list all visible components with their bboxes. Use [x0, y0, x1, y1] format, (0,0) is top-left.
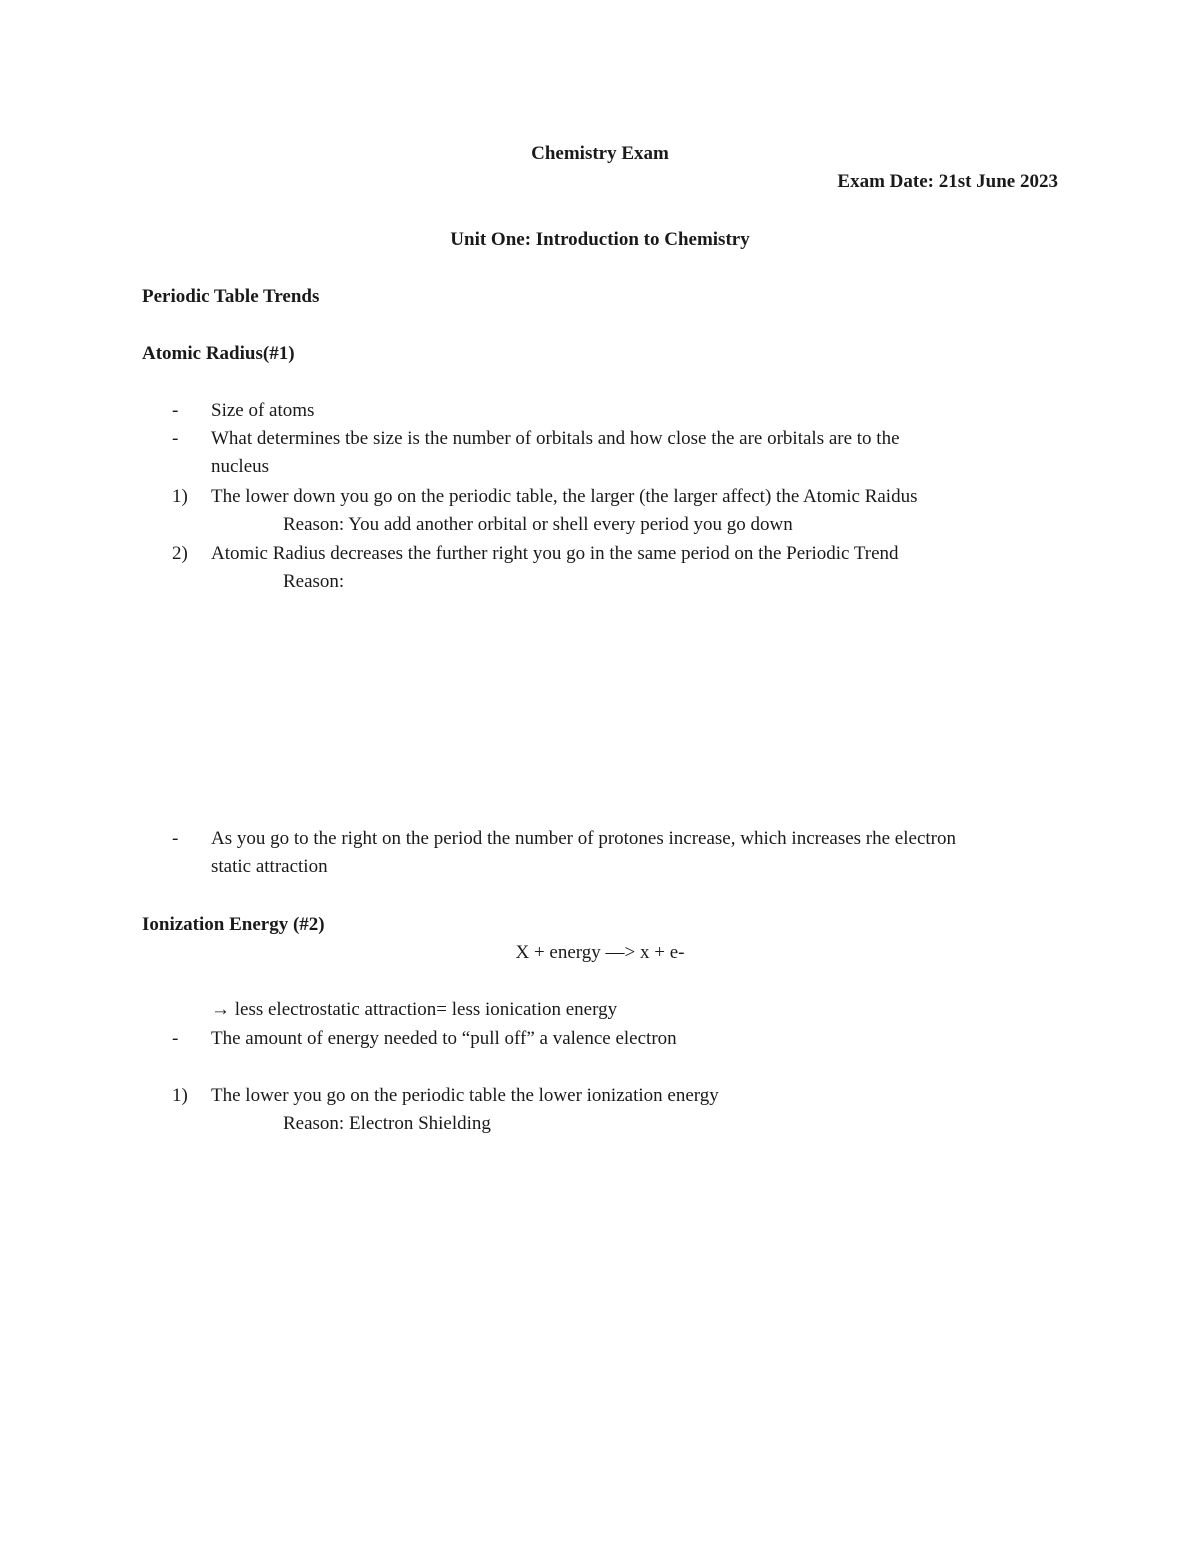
exam-title: Chemistry Exam: [531, 143, 669, 164]
ionization-point-1-reason: Reason: Electron Shielding: [283, 1113, 491, 1134]
atomic-radius-point-2-reason: Reason:: [283, 571, 345, 592]
ionization-equation: X + energy —> x + e-: [515, 942, 685, 963]
unit-title: Unit One: Introduction to Chemistry: [450, 229, 750, 250]
atomic-radius-bullet-2-line-2: nucleus: [211, 456, 270, 477]
ionization-point-1: The lower you go on the periodic table the lower ionization energy: [211, 1085, 719, 1106]
bullet-dash: -: [172, 428, 179, 449]
atomic-radius-point-1: The lower down you go on the periodic table, the larger (the larger affect) the Atomic Raidus: [211, 486, 918, 507]
atomic-radius-bullet-2-line-1: What determines tbe size is the number of orbitals and how close the are orbitals are to the: [211, 428, 900, 449]
atomic-radius-bullet-3-line-1: As you go to the right on the period the number of protones increase, which increases rhe electron: [211, 828, 956, 849]
atomic-radius-point-1-reason: Reason: You add another orbital or shell every period you go down: [283, 514, 793, 535]
ionization-arrow-note: → less electrostatic attraction= less ionication energy: [211, 999, 618, 1020]
ionization-energy-heading: Ionization Energy (#2): [142, 914, 325, 935]
atomic-radius-bullet-3-line-2: static attraction: [211, 856, 328, 877]
exam-date: Exam Date: 21st June 2023: [837, 171, 1058, 192]
atomic-radius-heading: Atomic Radius(#1): [142, 343, 295, 364]
section-heading: Periodic Table Trends: [142, 286, 320, 307]
bullet-dash: -: [172, 828, 179, 849]
numbered-marker-1: 1): [172, 486, 188, 507]
ionization-bullet-1: The amount of energy needed to “pull off” a valence electron: [211, 1028, 677, 1049]
bullet-dash: -: [172, 1028, 179, 1049]
numbered-marker-2: 2): [172, 543, 188, 564]
numbered-marker-1: 1): [172, 1085, 188, 1106]
bullet-dash: -: [172, 400, 179, 421]
atomic-radius-point-2: Atomic Radius decreases the further right you go in the same period on the Periodic Trend: [211, 543, 899, 564]
atomic-radius-bullet-1: Size of atoms: [211, 400, 315, 421]
